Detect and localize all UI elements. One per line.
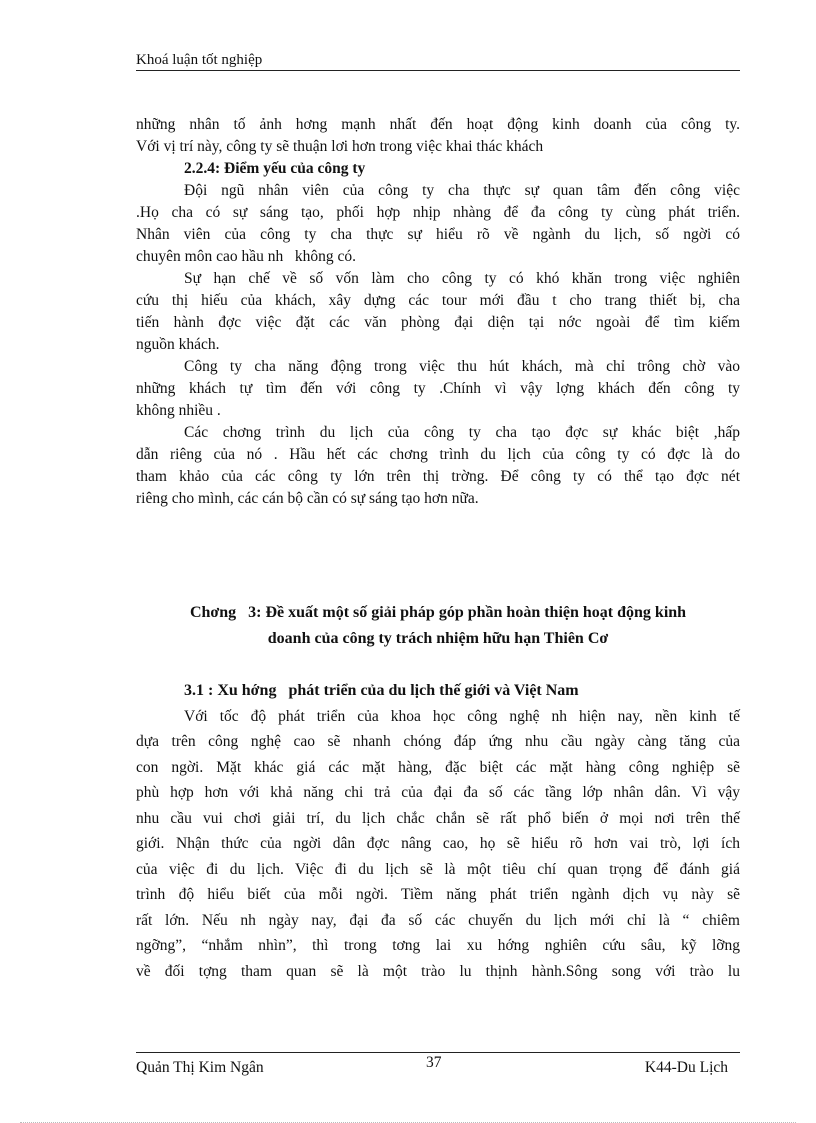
text-line: Công ty cha năng động trong việc thu hút khách, mà chỉ trông chờ vào — [184, 358, 740, 375]
text-line: nhu cầu vui chơi giải trí, du lịch chắc chắn sẽ rất phổ biến ở mọi nơi trên thế — [136, 809, 740, 827]
text-line: chuyên môn cao hầu nh không có. — [136, 248, 356, 265]
text-line: Các chơng trình du lịch của công ty cha tạo đợc sự khác biệt ,hấp — [184, 424, 740, 441]
section-strengths-weaknesses — [136, 114, 740, 510]
text-line: phù hợp hơn với khả năng chi trả của đại đa số các tầng lớp nhân dân. Vì vậy — [136, 784, 740, 801]
text-line: ngỡng”, “nhắm nhìn”, thì trong tơng lai xu hớng nghiên cứu sâu, kỹ lỡng — [136, 937, 740, 954]
section-trends — [136, 678, 740, 984]
header-title: Khoá luận tốt nghiệp — [136, 52, 263, 68]
text-line: Với vị trí này, công ty sẽ thuận lơi hơn trong việc khai thác khách — [136, 138, 544, 155]
text-line: dẫn riêng của nó . Hầu hết các chơng trình du lịch của công ty có đợc là do — [136, 446, 740, 463]
text-line: dựa trên công nghệ cao sẽ nhanh chóng đáp ứng nhu cầu ngày càng tăng của — [136, 733, 740, 750]
chapter-title-line: doanh của công ty trách nhiệm hữu hạn Thiên Cơ — [267, 630, 609, 647]
text-line: trình độ hiểu biết của mỗi ngời. Tiềm năng phát triển ngành dịch vụ này sẽ — [136, 886, 740, 903]
page-header — [136, 50, 740, 71]
section-heading: 3.1 : Xu hớng phát triển của du lịch thế giới và Việt Nam — [184, 682, 579, 699]
page-number: 37 — [426, 1054, 442, 1071]
text-line: giới. Nhận thức của ngời dân đợc nâng cao, họ sẽ hiểu rõ hơn vai trò, lợi ích — [136, 835, 740, 852]
text-line: về đối tợng tham quan sẽ là một trào lu thịnh hành.Sông song với trào lu — [136, 962, 740, 980]
text-line: riêng cho mình, các cán bộ cần có sự sáng tạo hơn nữa. — [136, 490, 479, 507]
text-line: của việc đi du lịch. Việc đi du lịch sẽ là một tiêu chí quan trọng để đánh giá — [136, 860, 740, 878]
text-line: cứu thị hiếu của khách, xây dựng các tour mới đầu t cho trang thiết bị, cha — [136, 292, 740, 309]
text-line: tiến hành đợc việc đặt các văn phòng đại diện tại nớc ngoài để tìm kiếm — [136, 314, 740, 331]
chapter-title-line: Chơng 3: Đề xuất một số giải pháp góp phần hoàn thiện hoạt động kinh — [189, 604, 687, 621]
text-line: những nhân tố ảnh hơng mạnh nhất đến hoạt động kinh doanh của công ty. — [136, 116, 740, 133]
text-line: con ngời. Mặt khác giá các mặt hàng, đặc biệt các mặt hàng công nghiệp sẽ — [136, 758, 740, 776]
text-line: Sự hạn chế về số vốn làm cho công ty có khó khăn trong việc nghiên — [184, 270, 740, 287]
text-line: rất lớn. Nếu nh ngày nay, đại đa số các chuyến du lịch mới chỉ là “ chiêm — [136, 911, 740, 929]
text-line: Nhân viên của công ty cha thực sự hiểu rõ về ngành du lịch, số ngời có — [136, 226, 740, 243]
chapter-title — [136, 600, 740, 652]
footer-author: Quản Thị Kim Ngân — [136, 1059, 264, 1076]
text-line: Đội ngũ nhân viên của công ty cha thực sự quan tâm đến công việc — [184, 182, 740, 199]
footer-class: K44-Du Lịch — [644, 1059, 728, 1076]
text-line: không nhiều . — [136, 402, 221, 419]
text-line: những khách tự tìm đến với công ty .Chính vì vậy lợng khách đến công ty — [136, 380, 740, 397]
page-footer — [136, 1052, 740, 1083]
text-line: .Họ cha có sự sáng tạo, phối hợp nhịp nhàng để đa công ty cùng phát triển. — [136, 204, 740, 221]
text-line: tham khảo của các công ty lớn trên thị trờng. Để công ty có thể tạo đợc nét — [136, 468, 740, 485]
section-heading: 2.2.4: Điểm yếu của công ty — [184, 160, 366, 177]
text-line: Với tốc độ phát triển của khoa học công nghệ nh hiện nay, nền kinh tế — [184, 707, 740, 725]
text-line: nguồn khách. — [136, 336, 220, 353]
